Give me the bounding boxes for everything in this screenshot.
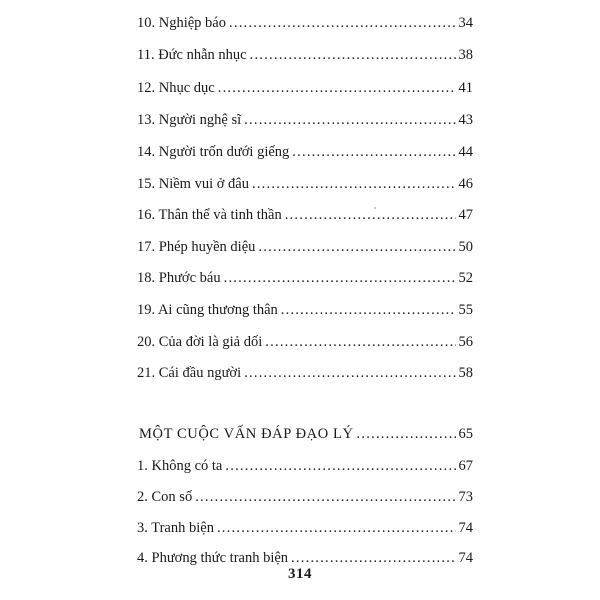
section-page: 65 bbox=[458, 426, 473, 442]
toc-entry bbox=[137, 301, 473, 319]
dot-leader bbox=[285, 206, 456, 224]
toc-entry bbox=[137, 111, 473, 129]
toc-entry-page: 67 bbox=[458, 458, 473, 474]
dot-leader bbox=[258, 238, 455, 256]
dot-leader bbox=[250, 46, 456, 64]
paper-speck bbox=[374, 207, 376, 209]
dot-leader bbox=[357, 425, 456, 443]
dot-leader bbox=[218, 79, 456, 97]
toc-entry bbox=[137, 206, 473, 224]
dot-leader bbox=[291, 549, 455, 567]
toc-entry-title: 16. Thân thể và tinh thần bbox=[137, 207, 282, 223]
toc-entry-title: 2. Con số bbox=[137, 489, 193, 505]
dot-leader bbox=[244, 111, 455, 129]
toc-entry-title: 20. Của đời là giả dối bbox=[137, 334, 263, 350]
toc-entry bbox=[137, 364, 473, 382]
dot-leader bbox=[229, 14, 456, 32]
toc-entry-title: 19. Ai cũng thương thân bbox=[137, 302, 278, 318]
toc-entry-page: 34 bbox=[458, 15, 473, 31]
dot-leader bbox=[252, 175, 456, 193]
toc-entry-page: 50 bbox=[458, 239, 473, 255]
dot-leader bbox=[265, 333, 455, 351]
toc-entry bbox=[137, 333, 473, 351]
toc-entry-page: 47 bbox=[458, 207, 473, 223]
page-number: 314 bbox=[288, 566, 312, 582]
dot-leader bbox=[195, 488, 455, 506]
toc-entry bbox=[137, 14, 473, 32]
toc-entry bbox=[137, 488, 473, 506]
toc-entry-page: 58 bbox=[458, 365, 473, 381]
toc-entry-title: 17. Phép huyền diệu bbox=[137, 239, 256, 255]
toc-entry-title: 12. Nhục dục bbox=[137, 80, 215, 96]
toc-entry-title: 18. Phước báu bbox=[137, 270, 221, 286]
toc-entry bbox=[137, 175, 473, 193]
toc-entry-page: 38 bbox=[458, 47, 473, 63]
toc-entry bbox=[137, 79, 473, 97]
toc-entry-page: 73 bbox=[458, 489, 473, 505]
toc-entry-title: 13. Người nghệ sĩ bbox=[137, 112, 242, 128]
dot-leader bbox=[281, 301, 456, 319]
toc-entry bbox=[137, 457, 473, 475]
toc-entry bbox=[137, 143, 473, 161]
toc-entry-title: 1. Không có ta bbox=[137, 458, 223, 474]
toc-entry bbox=[137, 46, 473, 64]
dot-leader bbox=[292, 143, 455, 161]
toc-entry-page: 74 bbox=[458, 550, 473, 566]
toc-entry-page: 52 bbox=[458, 270, 473, 286]
dot-leader bbox=[224, 269, 456, 287]
dot-leader bbox=[244, 364, 455, 382]
section-heading bbox=[139, 425, 473, 443]
toc-entry-page: 74 bbox=[458, 520, 473, 536]
toc-entry-title: 4. Phương thức tranh biện bbox=[137, 550, 289, 566]
toc-entry bbox=[137, 549, 473, 567]
toc-entry bbox=[137, 269, 473, 287]
toc-entry-title: 21. Cái đầu người bbox=[137, 365, 242, 381]
dot-leader bbox=[225, 457, 455, 475]
dot-leader bbox=[217, 519, 456, 537]
toc-entry bbox=[137, 238, 473, 256]
toc-entry-title: 10. Nghiệp báo bbox=[137, 15, 226, 31]
section-title: MỘT CUỘC VẤN ĐÁP ĐẠO LÝ bbox=[139, 426, 354, 442]
toc-entry-page: 46 bbox=[458, 176, 473, 192]
toc-entry-page: 44 bbox=[458, 144, 473, 160]
toc-entry-title: 3. Tranh biện bbox=[137, 520, 214, 536]
toc-entry-title: 14. Người trốn dưới giếng bbox=[137, 144, 290, 160]
toc-entry-page: 56 bbox=[458, 334, 473, 350]
toc-entry-title: 11. Đức nhẫn nhục bbox=[137, 47, 247, 63]
toc-entry bbox=[137, 519, 473, 537]
toc-entry-page: 43 bbox=[458, 112, 473, 128]
toc-entry-page: 41 bbox=[458, 80, 473, 96]
toc-entry-title: 15. Niềm vui ở đâu bbox=[137, 176, 249, 192]
toc-entry-page: 55 bbox=[458, 302, 473, 318]
